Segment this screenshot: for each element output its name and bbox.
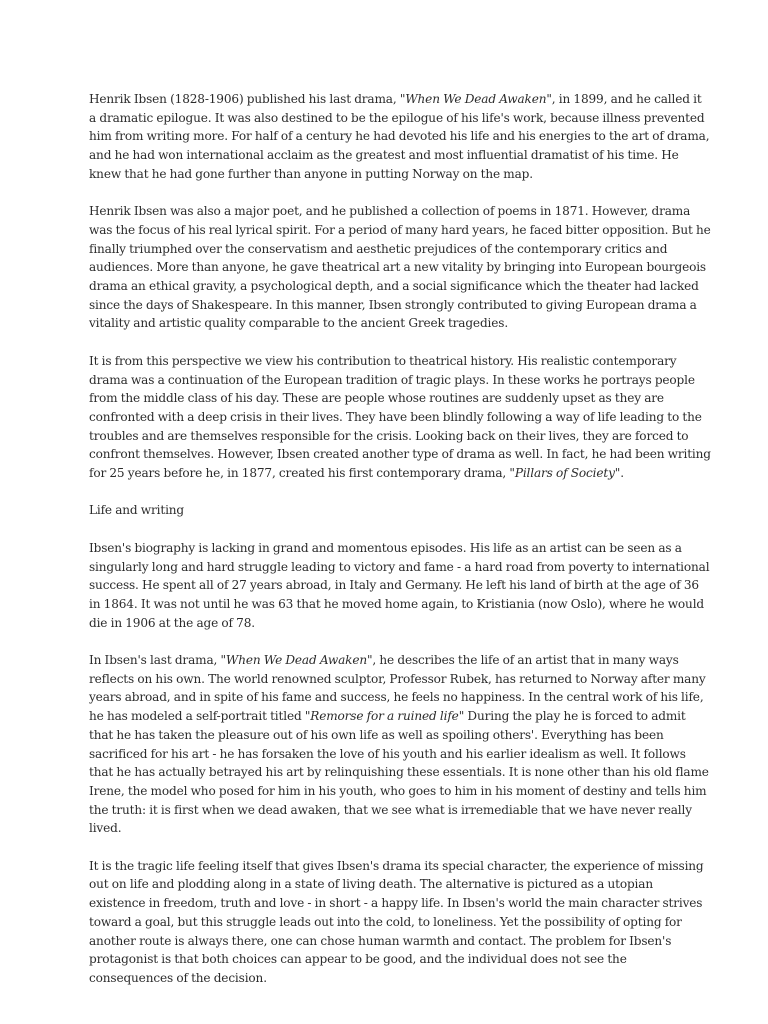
text-run: It is from this perspective we view his contribution to theatrical history. His realistic contemporary drama was a continuation of the European tradition of tragic plays. In these works he portrays people from the middle class of his day. These are people whose routines are suddenly upset as they are confronted with a deep crisis in their lives. They have been blindly following a way of life leading to the troubles and are themselves responsible for the crisis. Looking back on their lives, they are forced to confront themselves. However, Ibsen created another type of drama as well. In fact, he had been writing for 25 years before he, in 1877, created his first contemporary drama, " [89, 353, 711, 481]
document-body [89, 90, 711, 1006]
section-heading [89, 501, 711, 520]
italic-title: Remorse for a ruined life [310, 709, 459, 724]
paragraph-perspective [89, 352, 711, 483]
text-run: Life and writing [89, 503, 185, 518]
text-run: Henrik Ibsen (1828-1906) published his last drama, " [89, 92, 406, 106]
text-run: ", he describes the life of an artist that in many ways reflects on his own. The world renowned sculptor, Professor Rubek, has returned to Norway after many years abroad, and in spite of his fame and success, he feels no happiness. In the central work of his life, he has modeled a self-portrait titled " [89, 653, 706, 724]
paragraph-poet [89, 202, 711, 333]
paragraph-biography [89, 539, 711, 633]
text-run: Henrik Ibsen was also a major poet, and he published a collection of poems in 1871. However, drama was the focus of his real lyrical spirit. For a period of many hard years, he faced bitter opposition. But he finally triumphed over the conservatism and aesthetic prejudices of the contemporary critics and audiences. More than anyone, he gave theatrical art a new vitality by bringing into European bourgeois drama an ethical gravity, a psychological depth, and a social significance which the theater had lacked since the days of Shakespeare. In this manner, Ibsen strongly contributed to giving European drama a vitality and artistic quality comparable to the ancient Greek tragedies. [89, 204, 711, 331]
text-run: ". [614, 466, 624, 481]
italic-title: When We Dead Awaken [405, 92, 547, 106]
text-run: It is the tragic life feeling itself that gives Ibsen's drama its special character, the experience of missing out on life and plodding along in a state of living death. The alternative is pictured as a utopian existence in freedom, truth and love - in short - a happy life. In Ibsen's world the main character strives toward a goal, but this struggle leads out into the cold, to loneliness. Yet the possibility of opting for another route is always there, one can chose human warmth and contact. The problem for Ibsen's protagonist is that both choices can appear to be good, and the individual does not see the consequences of the decision. [89, 858, 704, 985]
text-run: Ibsen's biography is lacking in grand and momentous episodes. His life as an artist can be seen as a singularly long and hard struggle leading to victory and fame - a hard road from poverty to international success. He spent all of 27 years abroad, in Italy and Germany. He left his land of birth at the age of 36 in 1864. It was not until he was 63 that he moved home again, to Kristiania (now Oslo), where he would die in 1906 at the age of 78. [89, 540, 710, 630]
italic-title: Pillars of Society [514, 466, 615, 481]
text-run: " During the play he is forced to admit that he has taken the pleasure out of his own life as well as spoiling others'. Everything has been sacrificed for his art - he has forsaken the love of his youth and his earlier idealism as well. It follows that he has actually betrayed his art by relinquishing these essentials. It is none other than his old flame Irene, the model who posed for him in his youth, who goes to him in his moment of destiny and tells him the truth: it is first when we dead awaken, that we see what is irremediable that we have never really lived. [89, 709, 709, 836]
paragraph-tragic-life [89, 857, 711, 988]
text-run: In Ibsen's last drama, " [89, 653, 226, 668]
paragraph-last-drama [89, 651, 711, 838]
text-run: ", in 1899, and he called it a dramatic epilogue. It was also destined to be the epilogue of his life's work, because illness prevented him from writing more. For half of a century he had devoted his life and his energies to the art of drama, and he had won international acclaim as the greatest and most influential dramatist of his time. He knew that he had gone further than anyone in putting Norway on the map. [89, 92, 710, 181]
paragraph-intro [89, 90, 711, 184]
italic-title: When We Dead Awaken [225, 653, 368, 668]
